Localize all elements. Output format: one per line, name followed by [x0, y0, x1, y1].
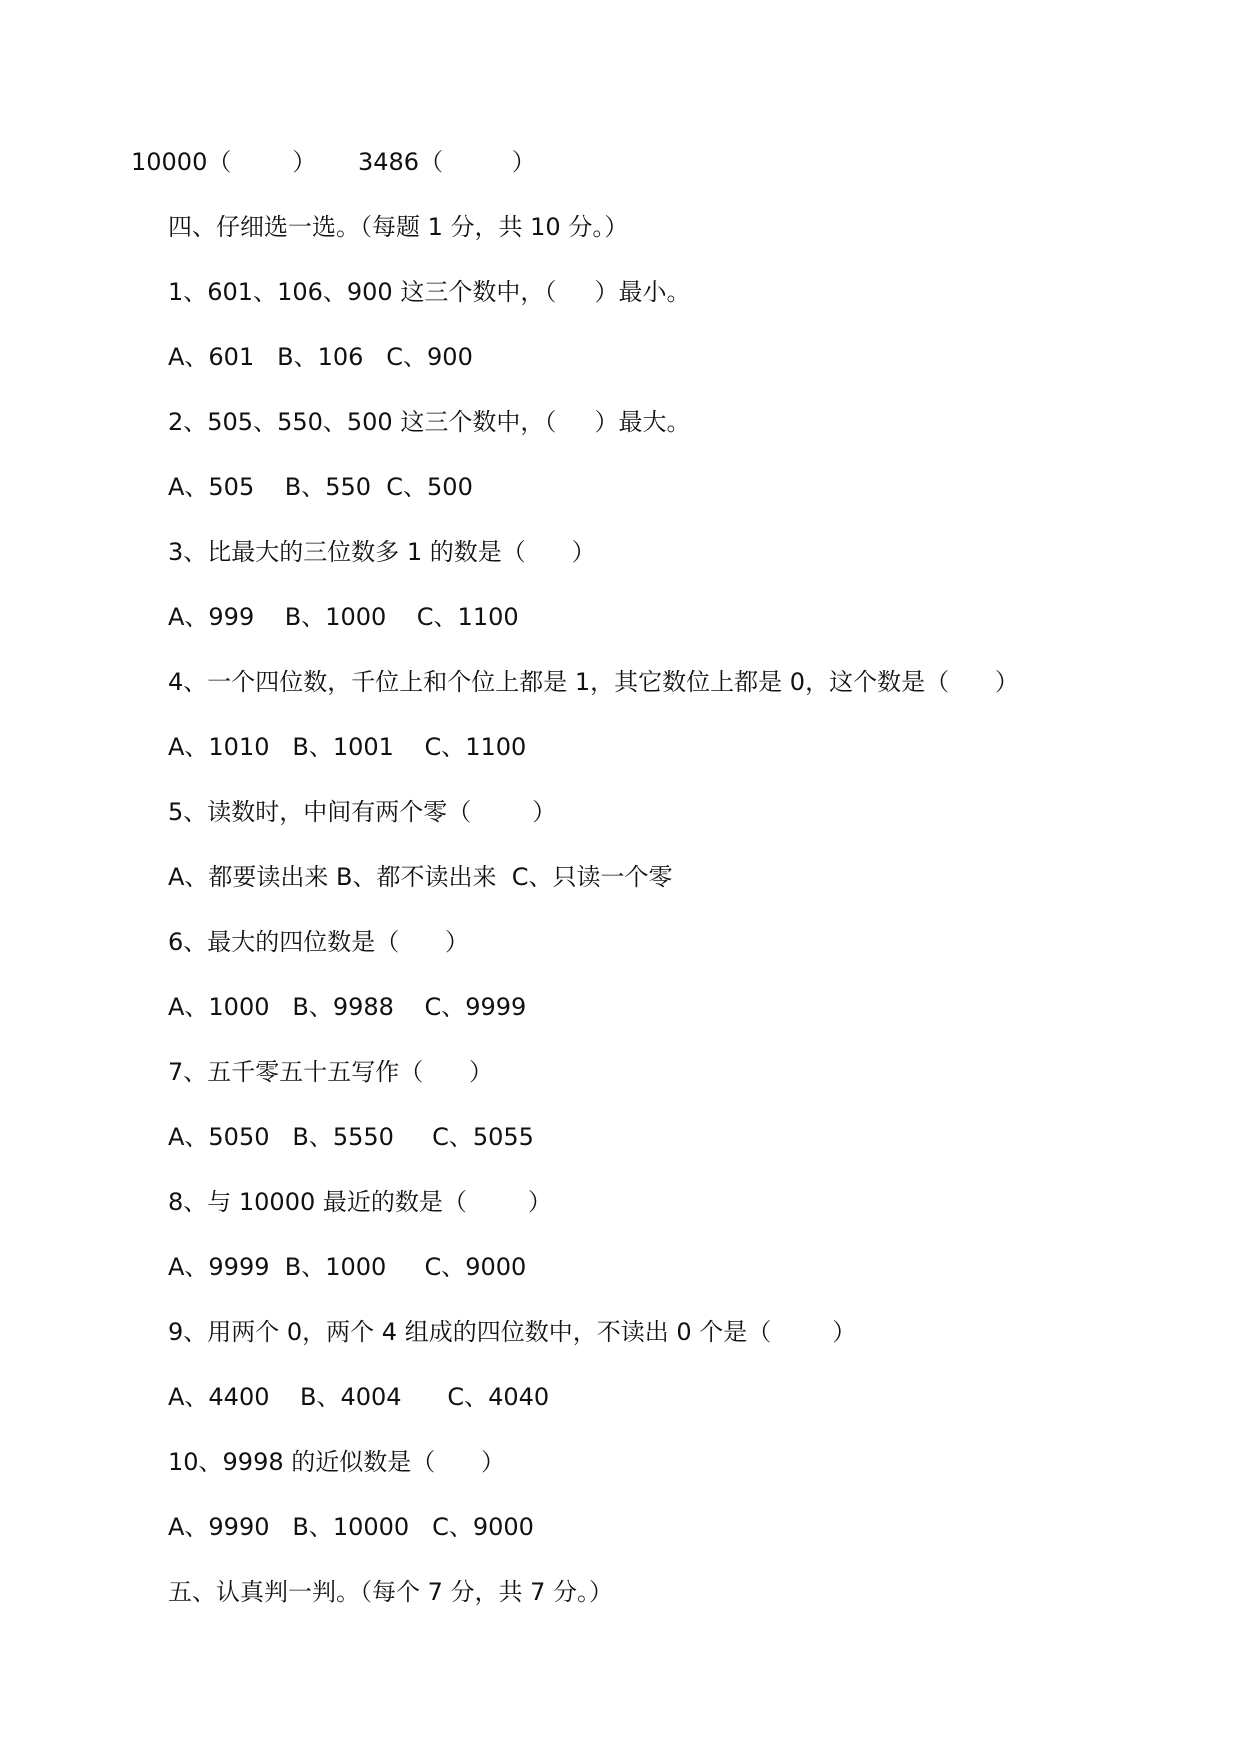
question-1-options: A、601 B、106 C、900 [168, 343, 473, 371]
question-7: 7、五千零五十五写作（ ） [168, 1058, 494, 1086]
question-4: 4、一个四位数，千位上和个位上都是 1，其它数位上都是 0，这个数是（ ） [168, 668, 1019, 696]
question-3-options: A、999 B、1000 C、1100 [168, 603, 519, 631]
question-9: 9、用两个 0，两个 4 组成的四位数中，不读出 0 个是（ ） [168, 1318, 857, 1346]
question-8: 8、与 10000 最近的数是（ ） [168, 1188, 552, 1216]
question-5: 5、读数时，中间有两个零（ ） [168, 798, 557, 826]
question-4-options: A、1010 B、1001 C、1100 [168, 733, 527, 761]
question-10-options: A、9990 B、10000 C、9000 [168, 1513, 534, 1541]
fill-blank-3486: 3486（ ） [358, 148, 536, 176]
fill-blank-10000: 10000（ ） [131, 148, 317, 176]
question-7-options: A、5050 B、5550 C、5055 [168, 1123, 534, 1151]
question-3: 3、比最大的三位数多 1 的数是（ ） [168, 538, 596, 566]
section-5-heading: 五、认真判一判。（每个 7 分，共 7 分。） [168, 1578, 614, 1606]
question-1: 1、601、106、900 这三个数中，（ ）最小。 [168, 278, 691, 306]
question-5-options: A、都要读出来 B、都不读出来 C、只读一个零 [168, 863, 673, 891]
question-2-options: A、505 B、550 C、500 [168, 473, 473, 501]
question-6: 6、最大的四位数是（ ） [168, 928, 470, 956]
question-2: 2、505、550、500 这三个数中，（ ）最大。 [168, 408, 691, 436]
question-6-options: A、1000 B、9988 C、9999 [168, 993, 527, 1021]
question-10: 10、9998 的近似数是（ ） [168, 1448, 506, 1476]
question-8-options: A、9999 B、1000 C、9000 [168, 1253, 527, 1281]
section-4-heading: 四、仔细选一选。（每题 1 分，共 10 分。） [168, 213, 629, 241]
question-9-options: A、4400 B、4004 C、4040 [168, 1383, 550, 1411]
